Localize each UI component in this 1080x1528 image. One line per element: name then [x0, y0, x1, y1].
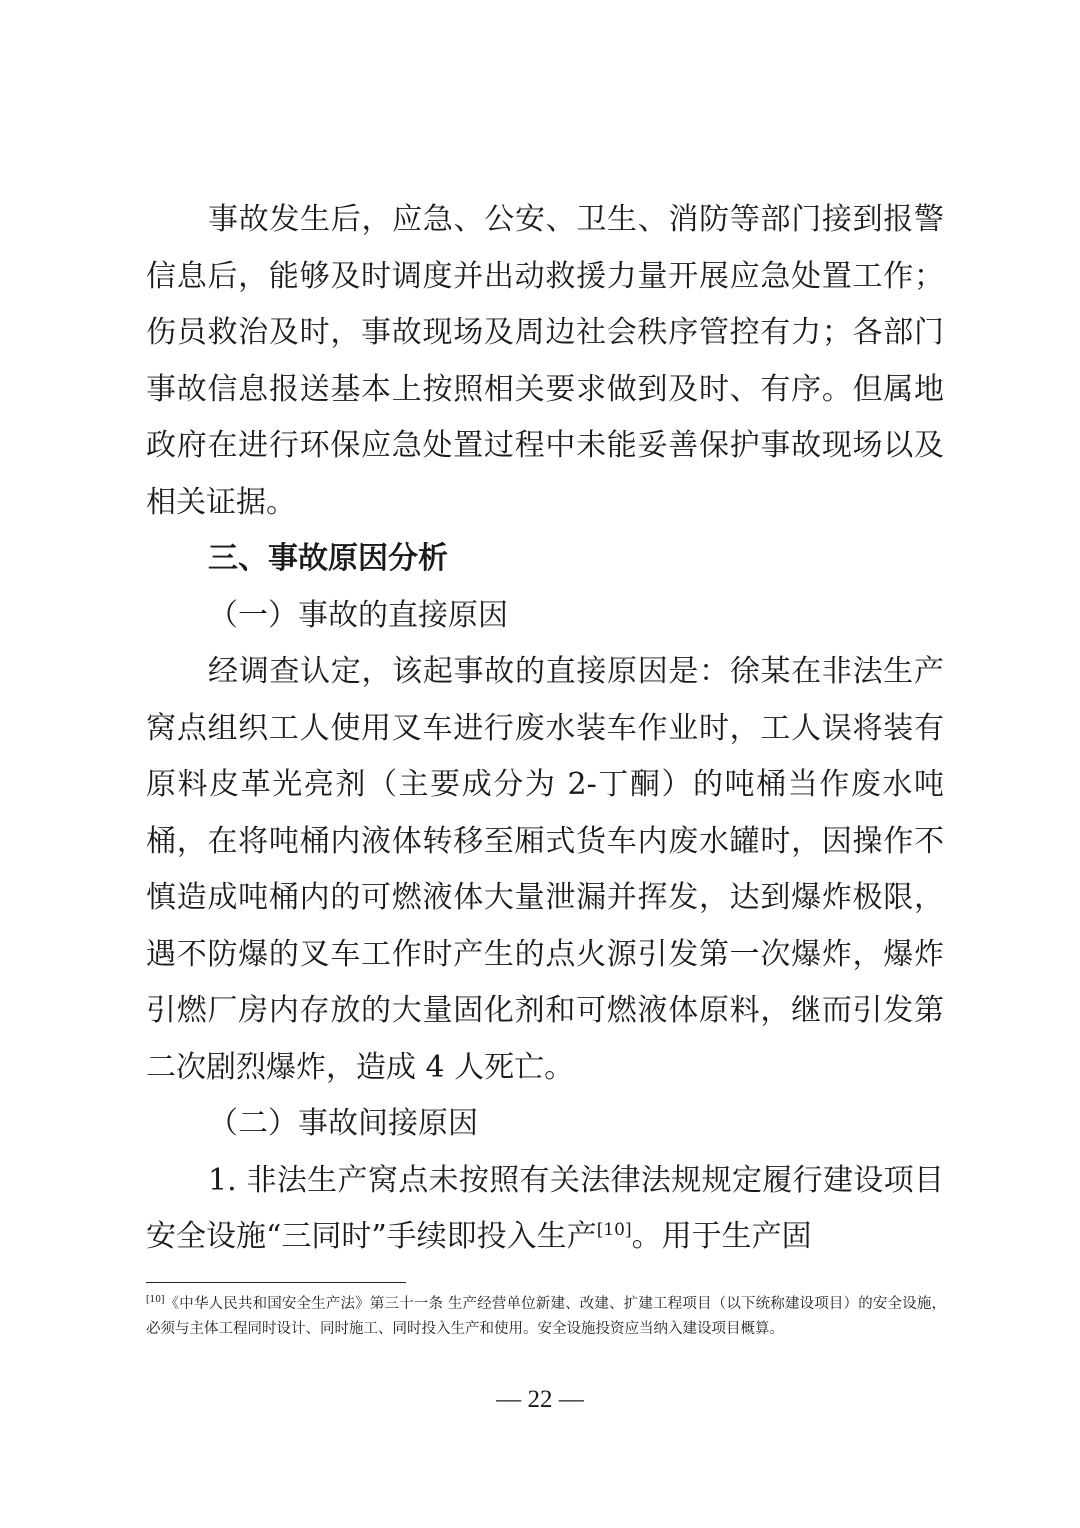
paragraph-emergency-response: 事故发生后，应急、公安、卫生、消防等部门接到报警信息后，能够及时调度并出动救援力量开展应急处置工作；伤员救治及时，事故现场及周边社会秩序管控有力；各部门事故信息报送基本上按照相关要求做到及时、有序。但属地政府在进行环保应急处置过程中未能妥善保护事故现场以及相关证据。 [146, 202, 944, 520]
paragraph-direct-cause: 经调查认定，该起事故的直接原因是：徐某在非法生产窝点组织工人使用叉车进行废水装车作业时，工人误将装有原料皮革光亮剂（主要成分为 2-丁酮）的吨桶当作废水吨桶，在将吨桶内液体转移至厢式货车内废水罐时，因操作不慎造成吨桶内的可燃液体大量泄漏并挥发，达到爆炸极限，遇不防爆的叉车工作时产生的点火源引发第一次爆炸，爆炸引燃厂房内存放的大量固化剂和可燃液体原料，继而引发第二次剧烈爆炸，造成 4 人死亡。 [146, 654, 944, 1085]
subheading-direct-cause: （一）事故的直接原因 [208, 597, 508, 633]
section-heading-cause-analysis: 三、事故原因分析 [208, 541, 448, 576]
paragraph-indirect-cause-1 [146, 1153, 944, 1266]
subheading-indirect-cause: （二）事故间接原因 [208, 1106, 478, 1141]
footnote-mark: [10] [146, 1295, 165, 1306]
body-text [146, 192, 944, 1266]
footnote-divider [146, 1282, 406, 1283]
footnote [146, 1292, 946, 1342]
indirect-cause-text-continued: 。用于生产固 [631, 1219, 812, 1254]
page-number: — 22 — [496, 1386, 584, 1413]
footnote-text: 《中华人民共和国安全生产法》第三十一条 生产经营单位新建、改建、扩建工程项目（以下统称建设项目）的安全设施，必须与主体工程同时设计、同时施工、同时投入生产和使用。安全设施投资应当纳入建设项目概算。 [146, 1296, 946, 1337]
indirect-cause-text: 1. 非法生产窝点未按照有关法律法规规定履行建设项目安全设施“三同时”手续即投入生产 [146, 1162, 944, 1254]
footnote-reference[interactable]: [10] [596, 1220, 632, 1240]
